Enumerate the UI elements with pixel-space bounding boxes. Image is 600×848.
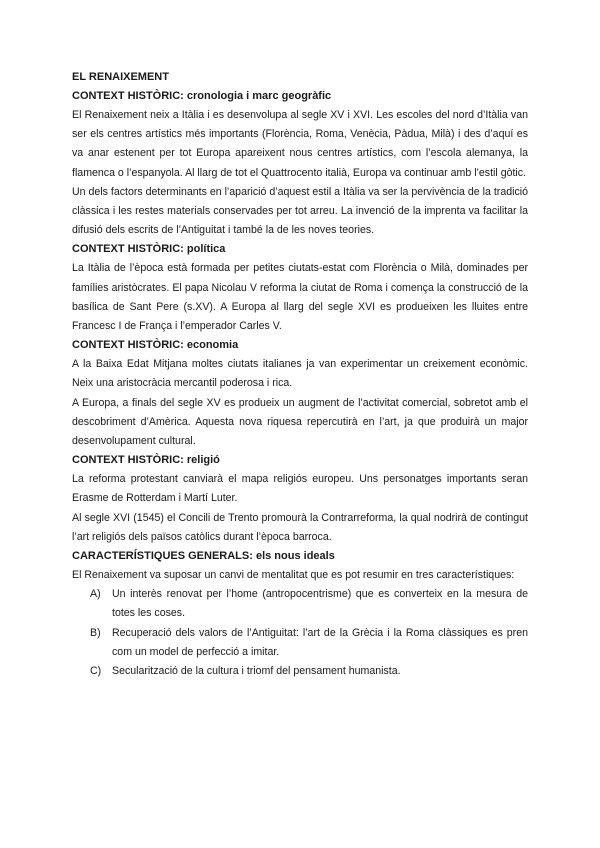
list-item-text: Secularització de la cultura i triomf del pensament humanista. — [112, 665, 401, 678]
paragraph: A la Baixa Edat Mitjana moltes ciutats italianes ja van experimentar un creixement econòmic. Neix una aristocràcia mercantil poderosa i rica. — [72, 358, 528, 390]
paragraph: El Renaixement va suposar un canvi de mentalitat que es pot resumir en tres característiques: — [72, 569, 515, 582]
paragraph: La reforma protestant canviarà el mapa religiós europeu. Uns personatges importants seran Erasme de Rotterdam i Martí Luter. — [72, 473, 528, 505]
list-item — [72, 624, 528, 662]
list-item — [72, 662, 528, 681]
paragraph: A Europa, a finals del segle XV es produeix un augment de l’activitat comercial, sobretot amb el descobriment d’Amèrica. Aquesta nova riquesa repercutirà en l’art, ja que produirà un major desenvolupament cultural. — [72, 396, 528, 448]
section-heading-characteristics: CARACTERÍSTIQUES GENERALS: els nous ideals — [72, 550, 335, 563]
section-heading-chronology: CONTEXT HISTÒRIC: cronologia i marc geogràfic — [72, 90, 332, 102]
paragraph: Al segle XVI (1545) el Concili de Trento promourà la Contrarreforma, la qual nodrirà de contingut l’art religiós dels països catòlics durant l’època barroca. — [72, 511, 528, 543]
list-item-text: Un interès renovat per l’home (antropocentrisme) que es converteix en la mesura de totes les coses. — [112, 588, 528, 620]
section-heading-politics: CONTEXT HISTÒRIC: política — [72, 243, 226, 256]
document-title: EL RENAIXEMENT — [72, 71, 169, 83]
list-marker: A) — [90, 588, 101, 601]
paragraph: La Itàlia de l’època està formada per petites ciutats-estat com Florència o Milà, dominades per famílies aristòcrates. El papa Nicolau V reforma la ciutat de Roma i comença la construcció de la basílica de Sant Pere (s.XV). A Europa al llarg del segle XVI es produeixen les lluites entre Francesc I de França i l’emperador Carles V. — [72, 262, 528, 333]
section-heading-economy: CONTEXT HISTÒRIC: economia — [72, 339, 239, 352]
document-page — [72, 68, 528, 681]
section-heading-religion: CONTEXT HISTÒRIC: religió — [72, 454, 220, 467]
characteristics-list — [72, 585, 528, 681]
paragraph: El Renaixement neix a Itàlia i es desenvolupa al segle XV i XVI. Les escoles del nord d’Itàlia van ser els centres artístics més importants (Florència, Roma, Venècia, Pàdua, Milà) i des d’aquí es va anar estenent per tot Europa apareixent nous centres artístics, com l’escola alemanya, la flamenca o l’espanyola. Al llarg de tot el Quattrocento italià, Europa va continuar amb l’estil gòtic. — [72, 109, 528, 179]
list-item — [72, 585, 528, 623]
list-marker: C) — [90, 665, 102, 678]
list-marker: B) — [90, 626, 101, 639]
list-item-text: Recuperació dels valors de l’Antiguitat: l’art de la Grècia i la Roma clàssiques es pren com un model de perfecció a imitar. — [112, 626, 528, 658]
paragraph: Un dels factors determinants en l’aparició d’aquest estil a Itàlia va ser la pervivència de la tradició clàssica i les restes materials conservades per tot arreu. La invenció de la imprenta va facilitar la difusió dels escrits de l’Antiguitat i també la de les noves teories. — [72, 185, 528, 237]
